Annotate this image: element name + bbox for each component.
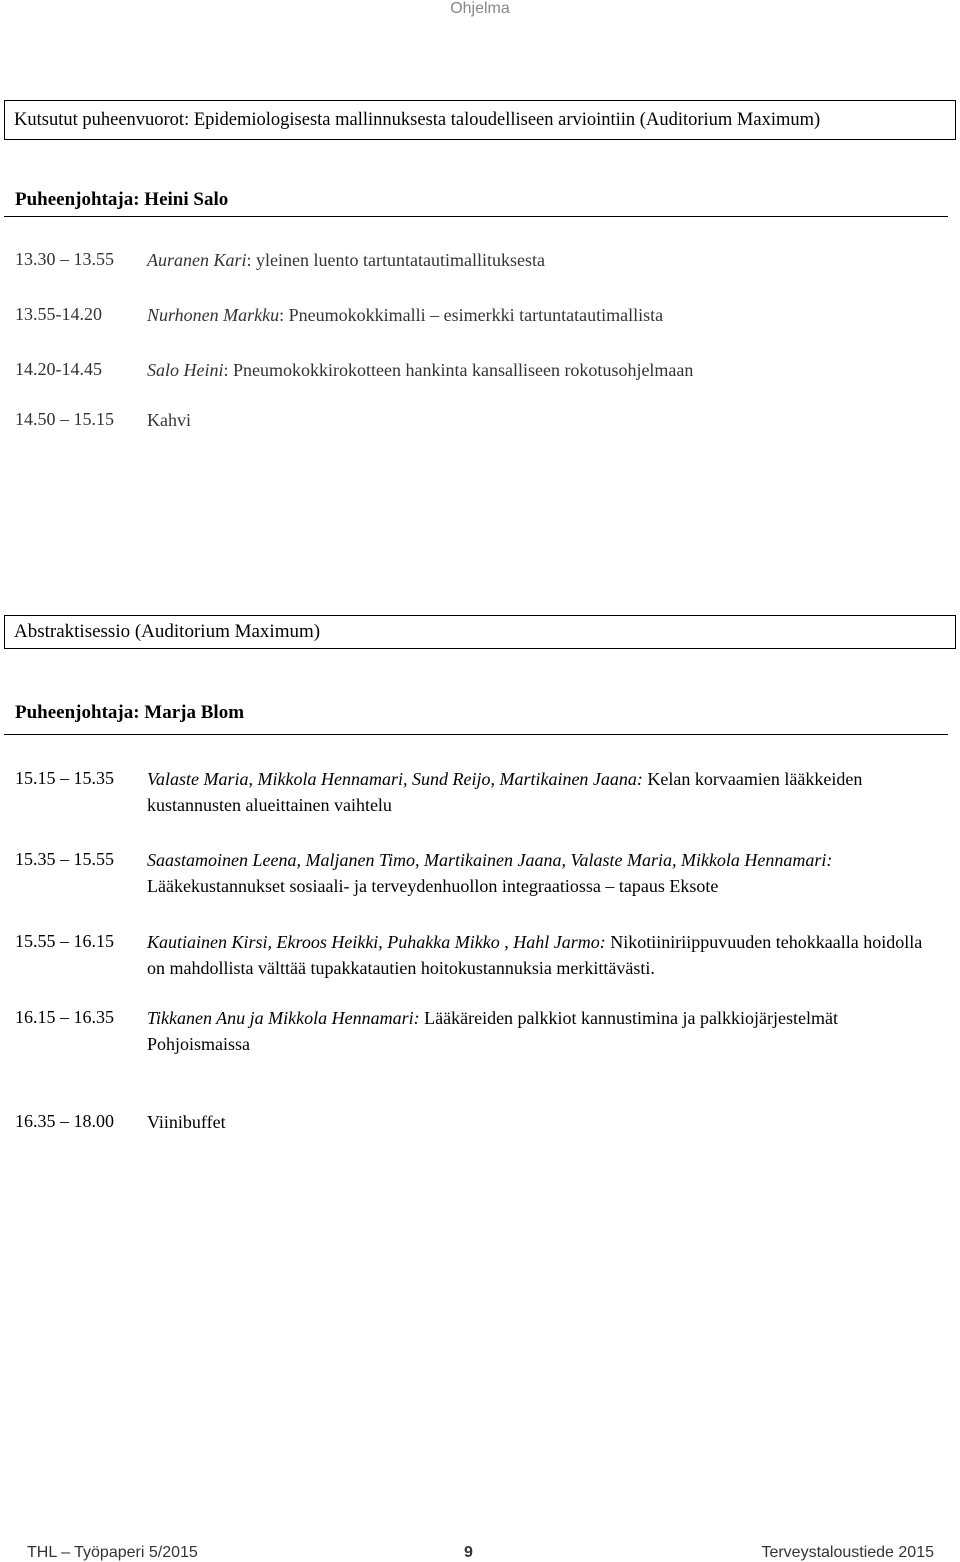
session1-time-2: 13.55-14.20: [15, 304, 102, 324]
session2-time-3: 15.55 – 16.15: [15, 931, 114, 951]
session1-time-1: 13.30 – 13.55: [15, 249, 114, 269]
session1-item-3: [147, 357, 947, 383]
break-label: Kahvi: [147, 410, 191, 430]
event-label: Viinibuffet: [147, 1112, 226, 1132]
session2-time-5: 16.35 – 18.00: [15, 1111, 114, 1131]
session2-item-3: [147, 929, 937, 981]
page-header: Ohjelma: [450, 0, 510, 17]
session2-item-2: [147, 847, 942, 899]
session1-time-4: 14.50 – 15.15: [15, 409, 114, 429]
speaker-names: Valaste Maria, Mikkola Hennamari, Sund Reijo, Martikainen Jaana:: [147, 769, 643, 789]
session2-item-4: [147, 1005, 942, 1057]
session1-chair-rule: [4, 216, 948, 217]
footer-right: Terveystaloustiede 2015: [761, 1544, 934, 1561]
separator: :: [223, 360, 234, 380]
session1-item-2: [147, 302, 947, 328]
session2-title-box: [4, 615, 956, 649]
session1-chair: Puheenjohtaja: Heini Salo: [15, 189, 229, 210]
speaker-names: Tikkanen Anu ja Mikkola Hennamari:: [147, 1008, 420, 1028]
session1-item-4: [147, 407, 947, 433]
speaker-names: Saastamoinen Leena, Maljanen Timo, Martikainen Jaana, Valaste Maria, Mikkola Hennamari:: [147, 850, 833, 870]
speaker-name: Auranen Kari: [147, 250, 247, 270]
talk-title: Pneumokokkirokotteen hankinta kansalliseen rokotusohjelmaan: [233, 360, 694, 380]
abstract-title: Lääkäreiden palkkiot kannustimina ja palkkiojärjestelmät Pohjoismaissa: [147, 1008, 838, 1054]
session2-item-5: [147, 1109, 937, 1135]
separator: :: [279, 305, 289, 325]
session1-title-box: [4, 100, 956, 140]
footer-page-number: 9: [464, 1544, 473, 1561]
session2-time-1: 15.15 – 15.35: [15, 768, 114, 788]
session2-item-1: [147, 766, 937, 818]
speaker-names: Kautiainen Kirsi, Ekroos Heikki, Puhakka Mikko , Hahl Jarmo:: [147, 932, 606, 952]
session2-chair: Puheenjohtaja: Marja Blom: [15, 702, 245, 723]
footer-left: THL – Työpaperi 5/2015: [27, 1544, 198, 1561]
session2-chair-rule: [4, 734, 948, 735]
talk-title: Pneumokokkimalli – esimerkki tartuntatautimallista: [288, 305, 664, 325]
session1-item-1: [147, 247, 947, 273]
session2-time-2: 15.35 – 15.55: [15, 849, 114, 869]
abstract-title: Nikotiiniriippuvuuden tehokkaalla hoidolla on mahdollista välttää tupakkatautien hoitokustannuksia merkittävästi.: [147, 932, 923, 978]
speaker-name: Salo Heini: [147, 360, 224, 380]
talk-title: yleinen luento tartuntatautimallituksesta: [256, 250, 545, 270]
session2-title: Abstraktisessio (Auditorium Maximum): [14, 621, 321, 642]
abstract-title: Lääkekustannukset sosiaali- ja terveydenhuollon integraatiossa – tapaus Eksote: [147, 876, 719, 896]
speaker-name: Nurhonen Markku: [147, 305, 280, 325]
session2-time-4: 16.15 – 16.35: [15, 1007, 114, 1027]
session1-title: Kutsutut puheenvuorot: Epidemiologisesta mallinnuksesta taloudelliseen arviointiin (Auditorium Maximum): [14, 109, 821, 130]
abstract-title: Kelan korvaamien lääkkeiden kustannusten alueittainen vaihtelu: [147, 769, 863, 815]
session1-time-3: 14.20-14.45: [15, 359, 102, 379]
separator: :: [246, 250, 257, 270]
